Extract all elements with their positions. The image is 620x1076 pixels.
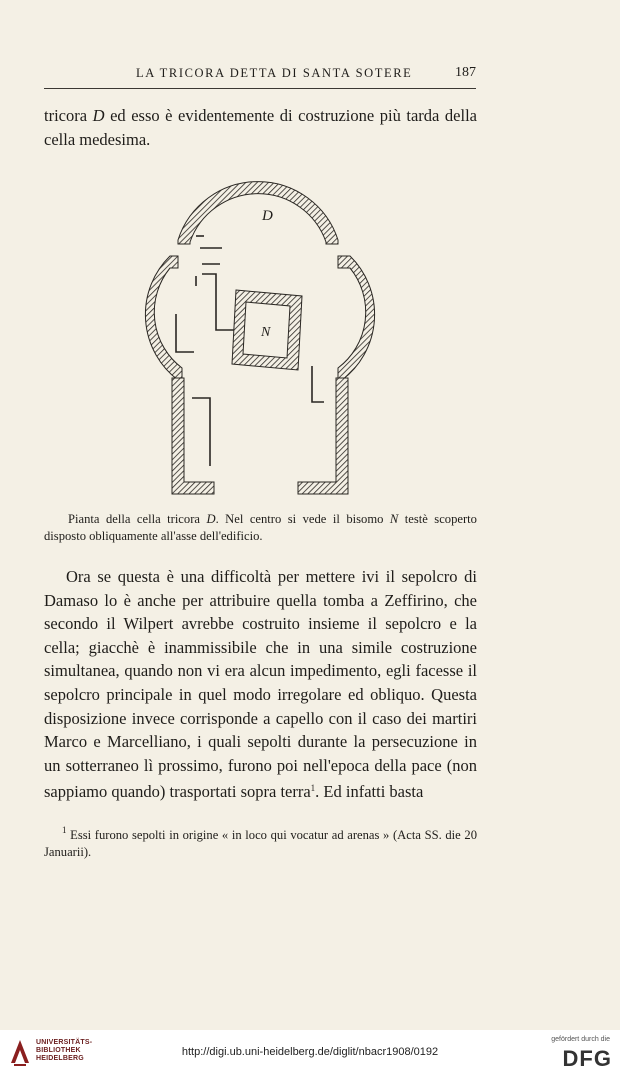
intro-paragraph	[44, 104, 477, 151]
body-paragraph	[44, 565, 477, 804]
permalink-url[interactable]: http://digi.ub.uni-heidelberg.de/diglit/nbacr1908/0192	[181, 1046, 439, 1058]
caption-label-n: N	[389, 512, 399, 526]
intro-text-start: tricora	[44, 106, 93, 125]
caption-text-2: . Nel centro si vede il bisomo	[215, 512, 390, 526]
plan-label-d: D	[262, 208, 273, 224]
funded-by-label: gefördert durch die	[551, 1036, 610, 1043]
running-title: LA TRICORA DETTA DI SANTA SOTERE	[136, 66, 413, 80]
caption-text-3: testè scoperto disposto obliquamente all'asse dell'edificio.	[44, 512, 477, 543]
body-text-end: . Ed infatti basta	[315, 782, 424, 802]
floor-plan-figure	[106, 152, 416, 500]
footnote-marker: 1	[62, 825, 67, 835]
page-number: 187	[455, 65, 476, 80]
library-name-line-3: HEIDELBERG	[36, 1055, 84, 1062]
figure-caption	[44, 511, 477, 544]
caption-label-d: D	[206, 512, 216, 526]
library-name-line-2: BIBLIOTHEK	[36, 1047, 81, 1054]
dfg-logo: DFG	[562, 1046, 612, 1071]
plan-label-n: N	[261, 325, 271, 340]
library-name-line-1: UNIVERSITÄTS-	[36, 1039, 93, 1046]
intro-label-d: D	[92, 106, 105, 125]
footnote	[44, 822, 477, 860]
caption-text-1: Pianta della cella tricora	[68, 512, 207, 526]
intro-text-end: ed esso è evidentemente di costruzione più tarda della cella medesima.	[44, 106, 477, 149]
viewer-footer	[0, 1030, 620, 1076]
header-rule	[44, 88, 476, 89]
footnote-text: Essi furono sepolti in origine « in loco qui vocatur ad arenas » (Acta SS. die 20 Januarii).	[44, 828, 477, 859]
page-header	[44, 66, 476, 86]
body-text: Ora se questa è una difficoltà per mettere ivi il sepolcro di Damaso lo è anche per attribuire quella tomba a Zeffirino, che secondo il Wilpert avrebbe costruito insieme il sepolcro e la cella; giacchè è inammissibile che in una simile costruzione simultanea, quando non vi era alcun impedimento, egli facesse il sepolcro principale in quel modo irregolare ed obliquo. Questa disposizione invece corrisponde a capello con il caso dei martiri Marco e Marcelliano, i quali sepolti durante la persecuzione in un sotterraneo lì prossimo, furono poi nell'epoca della pace (non sappiamo quando) trasportati sopra terra	[44, 567, 477, 802]
footnote-reference: 1	[310, 783, 316, 794]
